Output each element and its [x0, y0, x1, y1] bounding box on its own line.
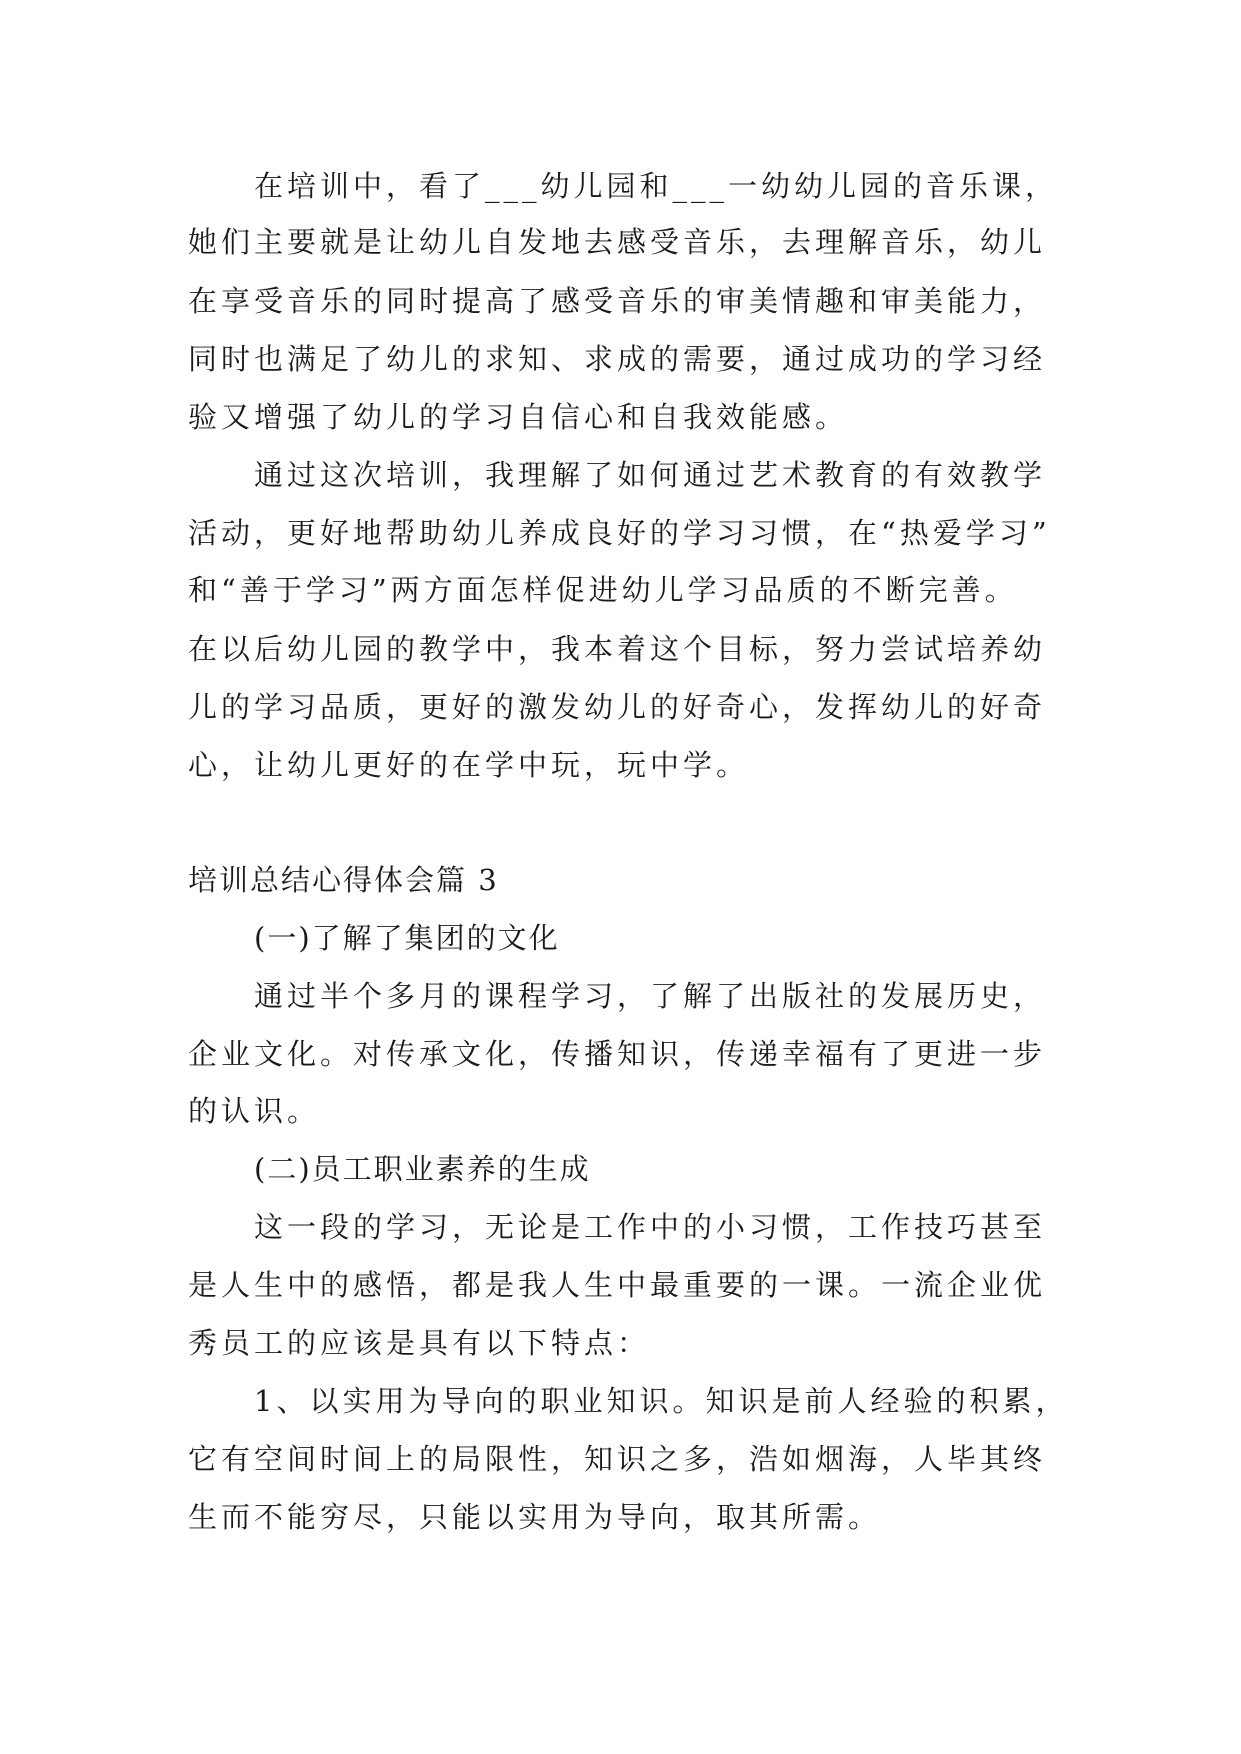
subsection-heading: (一)了解了集团的文化 [254, 921, 560, 955]
paragraph-line: 秀员工的应该是具有以下特点： [188, 1326, 651, 1360]
list-item-line: 1、以实用为导向的职业知识。知识是前人经验的积累， [254, 1384, 1069, 1418]
paragraph-line: 这一段的学习，无论是工作中的小习惯，工作技巧甚至 [254, 1210, 1047, 1244]
paragraph-line: 通过这次培训，我理解了如何通过艺术教育的有效教学 [254, 458, 1047, 492]
paragraph-line: 是人生中的感悟，都是我人生中最重要的一课。一流企业优 [188, 1268, 1047, 1302]
paragraph-line: 验又增强了幼儿的学习自信心和自我效能感。 [188, 400, 849, 434]
paragraph-line: 的认识。 [188, 1094, 321, 1128]
paragraph-line: 同时也满足了幼儿的求知、求成的需要，通过成功的学习经 [188, 342, 1047, 376]
paragraph-line: 在享受音乐的同时提高了感受音乐的审美情趣和审美能力， [188, 284, 1047, 318]
subsection-heading: (二)员工职业素养的生成 [254, 1152, 591, 1186]
paragraph-line: 活动，更好地帮助幼儿养成良好的学习习惯，在“热爱学习” [188, 516, 1051, 550]
paragraph-line: 心，让幼儿更好的在学中玩，玩中学。 [188, 748, 750, 782]
paragraph-line: 在培训中，看了___幼儿园和___一幼幼儿园的音乐课， [254, 169, 1059, 203]
paragraph-line: 她们主要就是让幼儿自发地去感受音乐，去理解音乐，幼儿 [188, 225, 1047, 259]
paragraph-line: 生而不能穷尽，只能以实用为导向，取其所需。 [188, 1500, 882, 1534]
paragraph-line: 儿的学习品质，更好的激发幼儿的好奇心，发挥幼儿的好奇 [188, 690, 1047, 724]
paragraph-line: 通过半个多月的课程学习，了解了出版社的发展历史， [254, 979, 1047, 1013]
paragraph-line: 在以后幼儿园的教学中，我本着这个目标，努力尝试培养幼 [188, 632, 1047, 666]
section-title: 培训总结心得体会篇 3 [188, 863, 499, 897]
paragraph-line: 它有空间时间上的局限性，知识之多，浩如烟海，人毕其终 [188, 1442, 1047, 1476]
paragraph-line: 企业文化。对传承文化，传播知识，传递幸福有了更进一步 [188, 1037, 1047, 1071]
paragraph-line: 和“善于学习”两方面怎样促进幼儿学习品质的不断完善。 [188, 573, 1018, 607]
